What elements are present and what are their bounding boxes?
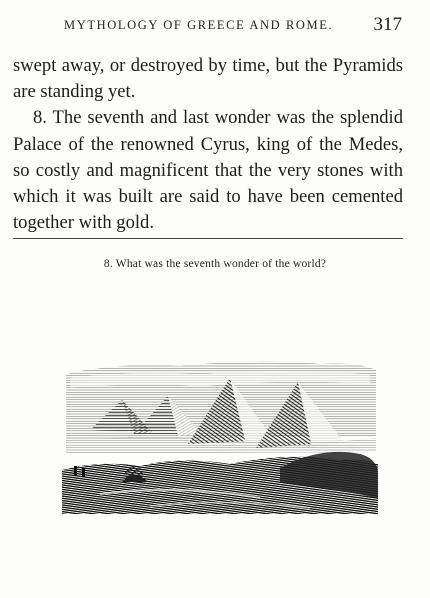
body-text — [13, 53, 403, 236]
page-number: 317 — [373, 14, 402, 35]
paragraph-continued: swept away, or destroyed by time, but the Pyramids are standing yet. — [13, 55, 403, 103]
footnote-question: 8. What was the seventh wonder of the world? — [103, 258, 327, 270]
paragraph-seventh-wonder: 8. The seventh and last wonder was the splendid Palace of the renowned Cyrus, king of the Medes, so costly and magnificent that the very stones with which it was built are said to have been cemented together with gold. — [13, 107, 403, 234]
running-title: MYTHOLOGY OF GREECE AND ROME. — [64, 18, 334, 32]
footnote-rule — [13, 238, 403, 239]
pyramids-illustration — [60, 348, 380, 516]
running-head — [64, 14, 402, 38]
